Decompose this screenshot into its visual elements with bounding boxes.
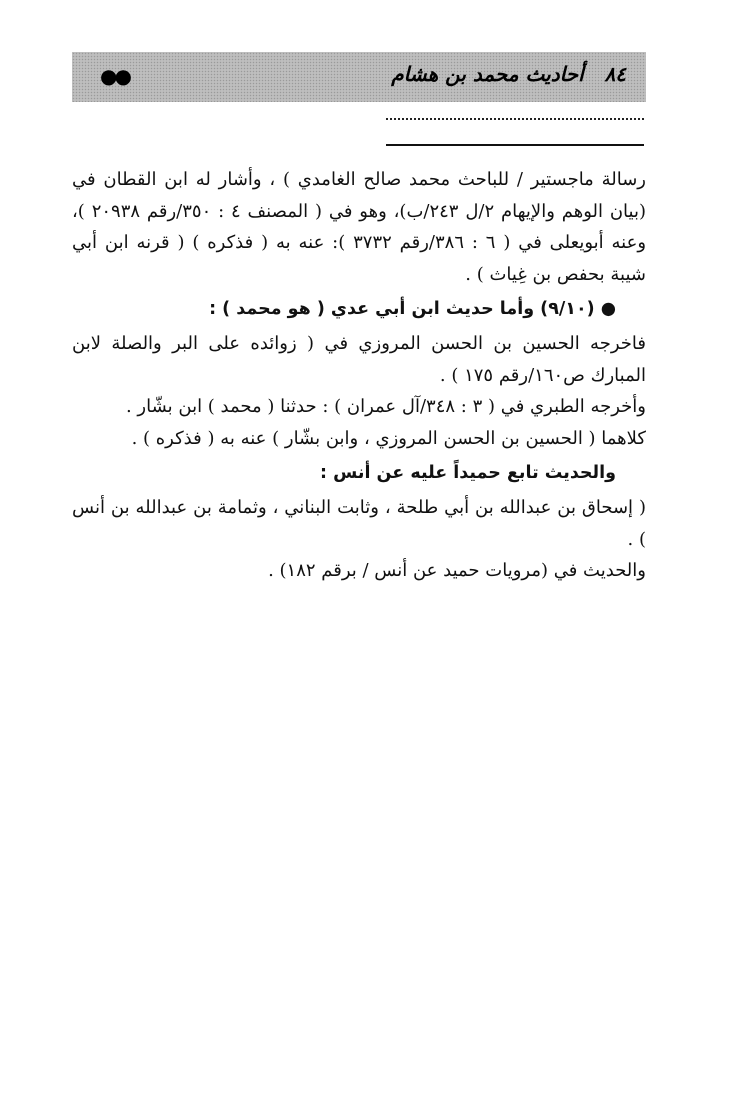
book-title: أحاديث محمد بن هشام bbox=[391, 62, 584, 86]
paragraph-5: ( إسحاق بن عبدالله بن أبي طلحة ، وثابت البناني ، وثمامة بن عبدالله بن أنس ) . bbox=[72, 497, 646, 550]
page-body bbox=[72, 164, 646, 587]
paragraph-4: كلاهما ( الحسين بن الحسن المروزي ، وابن بشّار ) عنه به ( فذكره ) . bbox=[131, 427, 646, 449]
paragraph-3: وأخرجه الطبري في ( ٣ : ٣٤٨/آل عمران ) : حدثنا ( محمد ) ابن بشّار . bbox=[125, 396, 646, 417]
running-header bbox=[391, 62, 626, 86]
page-number: ٨٤ bbox=[604, 62, 626, 86]
paragraph-2: فاخرجه الحسين بن الحسن المروزي في ( زوائده على البر والصلة لابن المبارك ص١٦٠/رقم ١٧٥ ) . bbox=[72, 333, 646, 386]
paragraph-6: والحديث في (مرويات حميد عن أنس / برقم ١٨٢) . bbox=[268, 560, 646, 581]
solid-divider bbox=[386, 144, 644, 146]
section-heading-1: ● (٩/١٠) وأما حديث ابن أبي عدي ( هو محمد ) : bbox=[209, 299, 616, 319]
section-heading-2: والحديث تابع حميداً عليه عن أنس : bbox=[320, 463, 616, 483]
paragraph-1: رسالة ماجستير / للباحث محمد صالح الغامدي ) ، وأشار له ابن القطان في (بيان الوهم والإيهام ٢/ل ٢٤٣/ب)، وهو في ( المصنف ٤ : ٣٥٠/رقم ٢٠٩٣٨ )، وعنه أبويعلى في ( ٦ : ٣٨٦/رقم ٣٧٣٢ ): عنه به ( فذكره ) ( قرنه ابن أبي شيبة بحفص بن غِياث ) . bbox=[72, 169, 647, 285]
dotted-divider bbox=[386, 118, 644, 120]
ornament-icon: ●● bbox=[100, 64, 129, 88]
page-header bbox=[72, 52, 646, 102]
